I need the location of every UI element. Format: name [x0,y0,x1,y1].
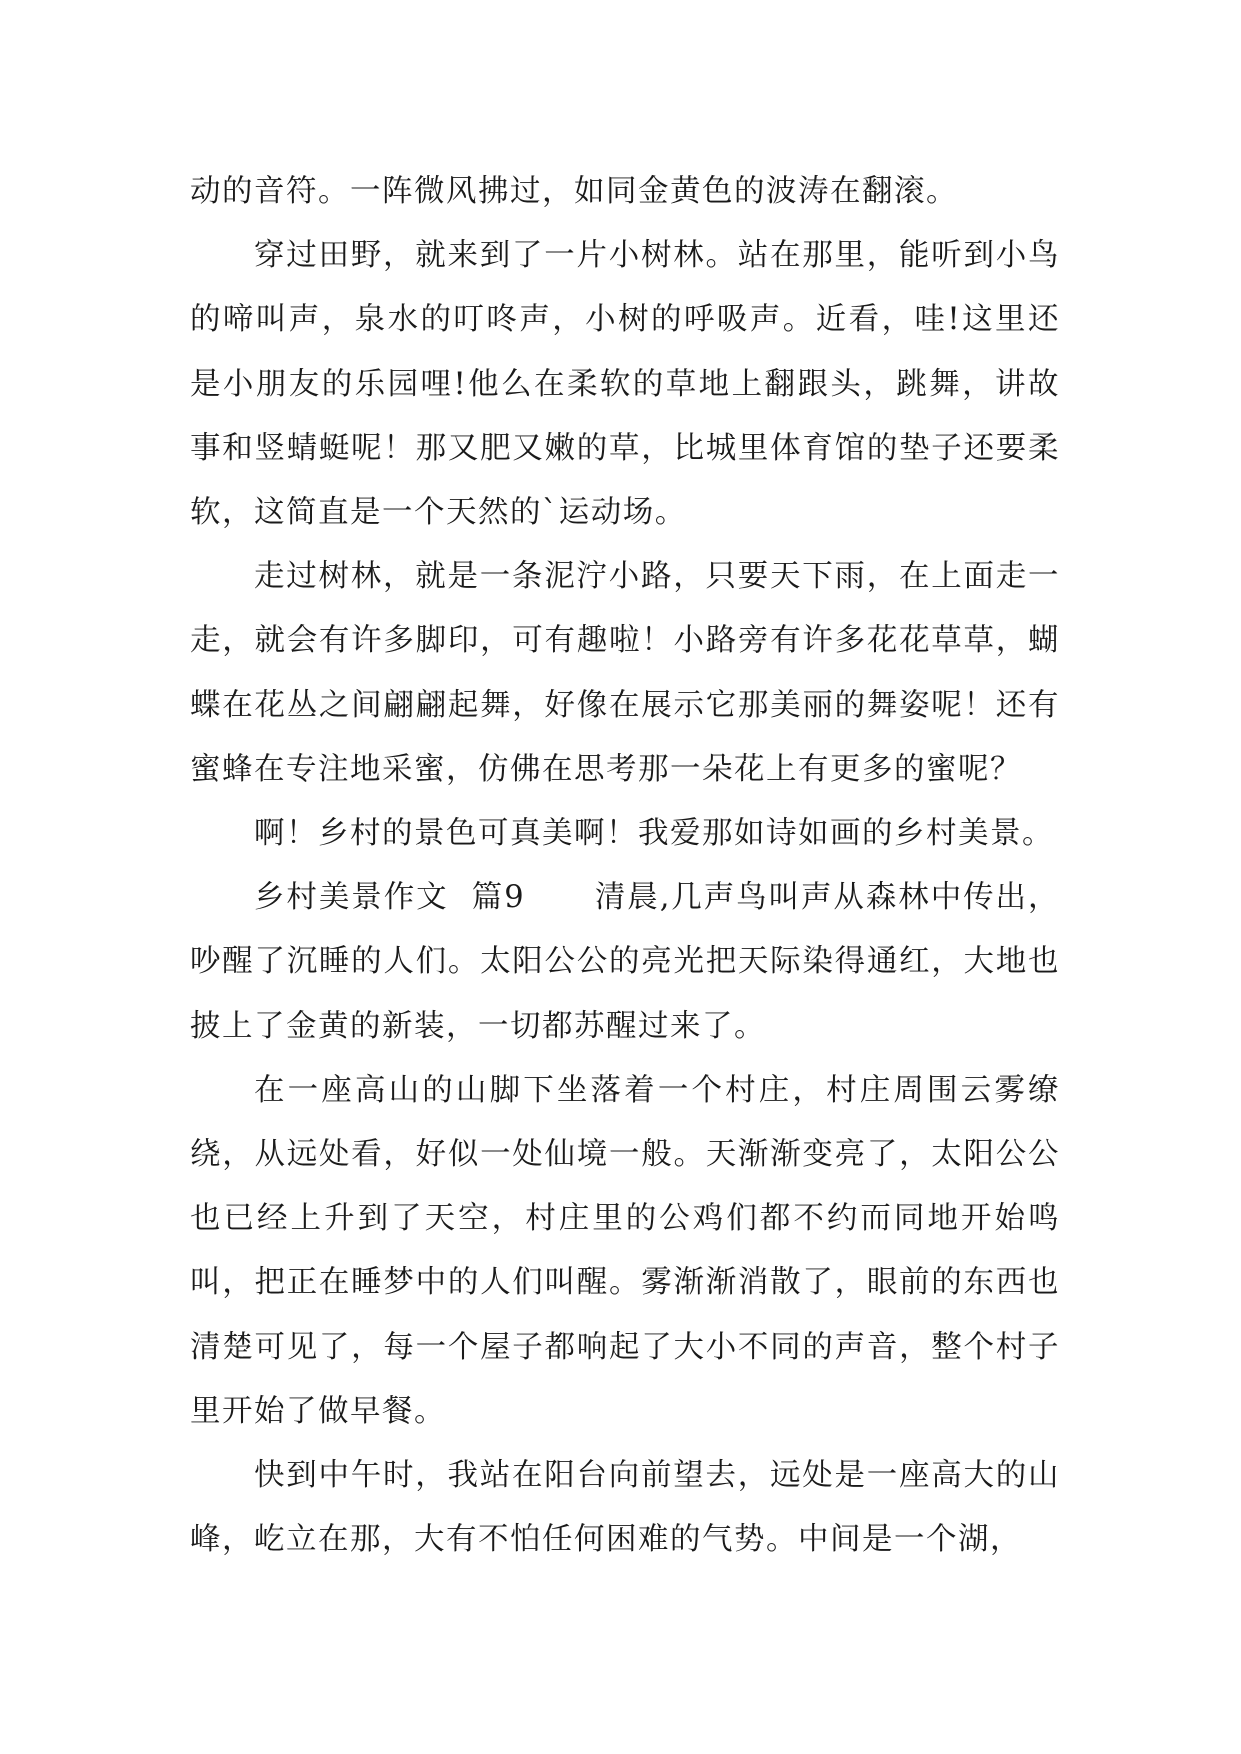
document-body [190,160,1060,1572]
paragraph-5-section-heading: 乡村美景作文 篇9 清晨,几声鸟叫声从森林中传出，吵醒了沉睡的人们。太阳公公的亮光把天际染得通红，大地也披上了金黄的新装，一切都苏醒过来了。 [190,880,1060,1044]
paragraph-4: 啊！乡村的景色可真美啊！我爱那如诗如画的乡村美景。 [254,816,1054,852]
paragraph-1: 动的音符。一阵微风拂过，如同金黄色的波涛在翻滚。 [190,174,958,209]
paragraph-6: 在一座高山的山脚下坐落着一个村庄，村庄周围云雾缭绕，从远处看，好似一处仙境一般。天渐渐变亮了，太阳公公也已经上升到了天空，村庄里的公鸡们都不约而同地开始鸣叫，把正在睡梦中的人们叫醒。雾渐渐消散了，眼前的东西也清楚可见了，每一个屋子都响起了大小不同的声音，整个村子里开始了做早餐。 [190,1072,1060,1429]
paragraph-2: 穿过田野，就来到了一片小树林。站在那里，能听到小鸟的啼叫声，泉水的叮咚声，小树的呼吸声。近看，哇!这里还是小朋友的乐园哩!他么在柔软的草地上翻跟头，跳舞，讲故事和竖蜻蜓呢！那又肥又嫩的草，比城里体育馆的垫子还要柔软，这简直是一个天然的`运动场。 [190,238,1060,531]
paragraph-3: 走过树林，就是一条泥泞小路，只要天下雨，在上面走一走，就会有许多脚印，可有趣啦！小路旁有许多花花草草，蝴蝶在花丛之间翩翩起舞，好像在展示它那美丽的舞姿呢！还有蜜蜂在专注地采蜜，仿佛在思考那一朵花上有更多的蜜呢？ [190,559,1060,787]
paragraph-7: 快到中午时，我站在阳台向前望去，远处是一座高大的山峰，屹立在那，大有不怕任何困难的气势。中间是一个湖， [190,1458,1060,1558]
